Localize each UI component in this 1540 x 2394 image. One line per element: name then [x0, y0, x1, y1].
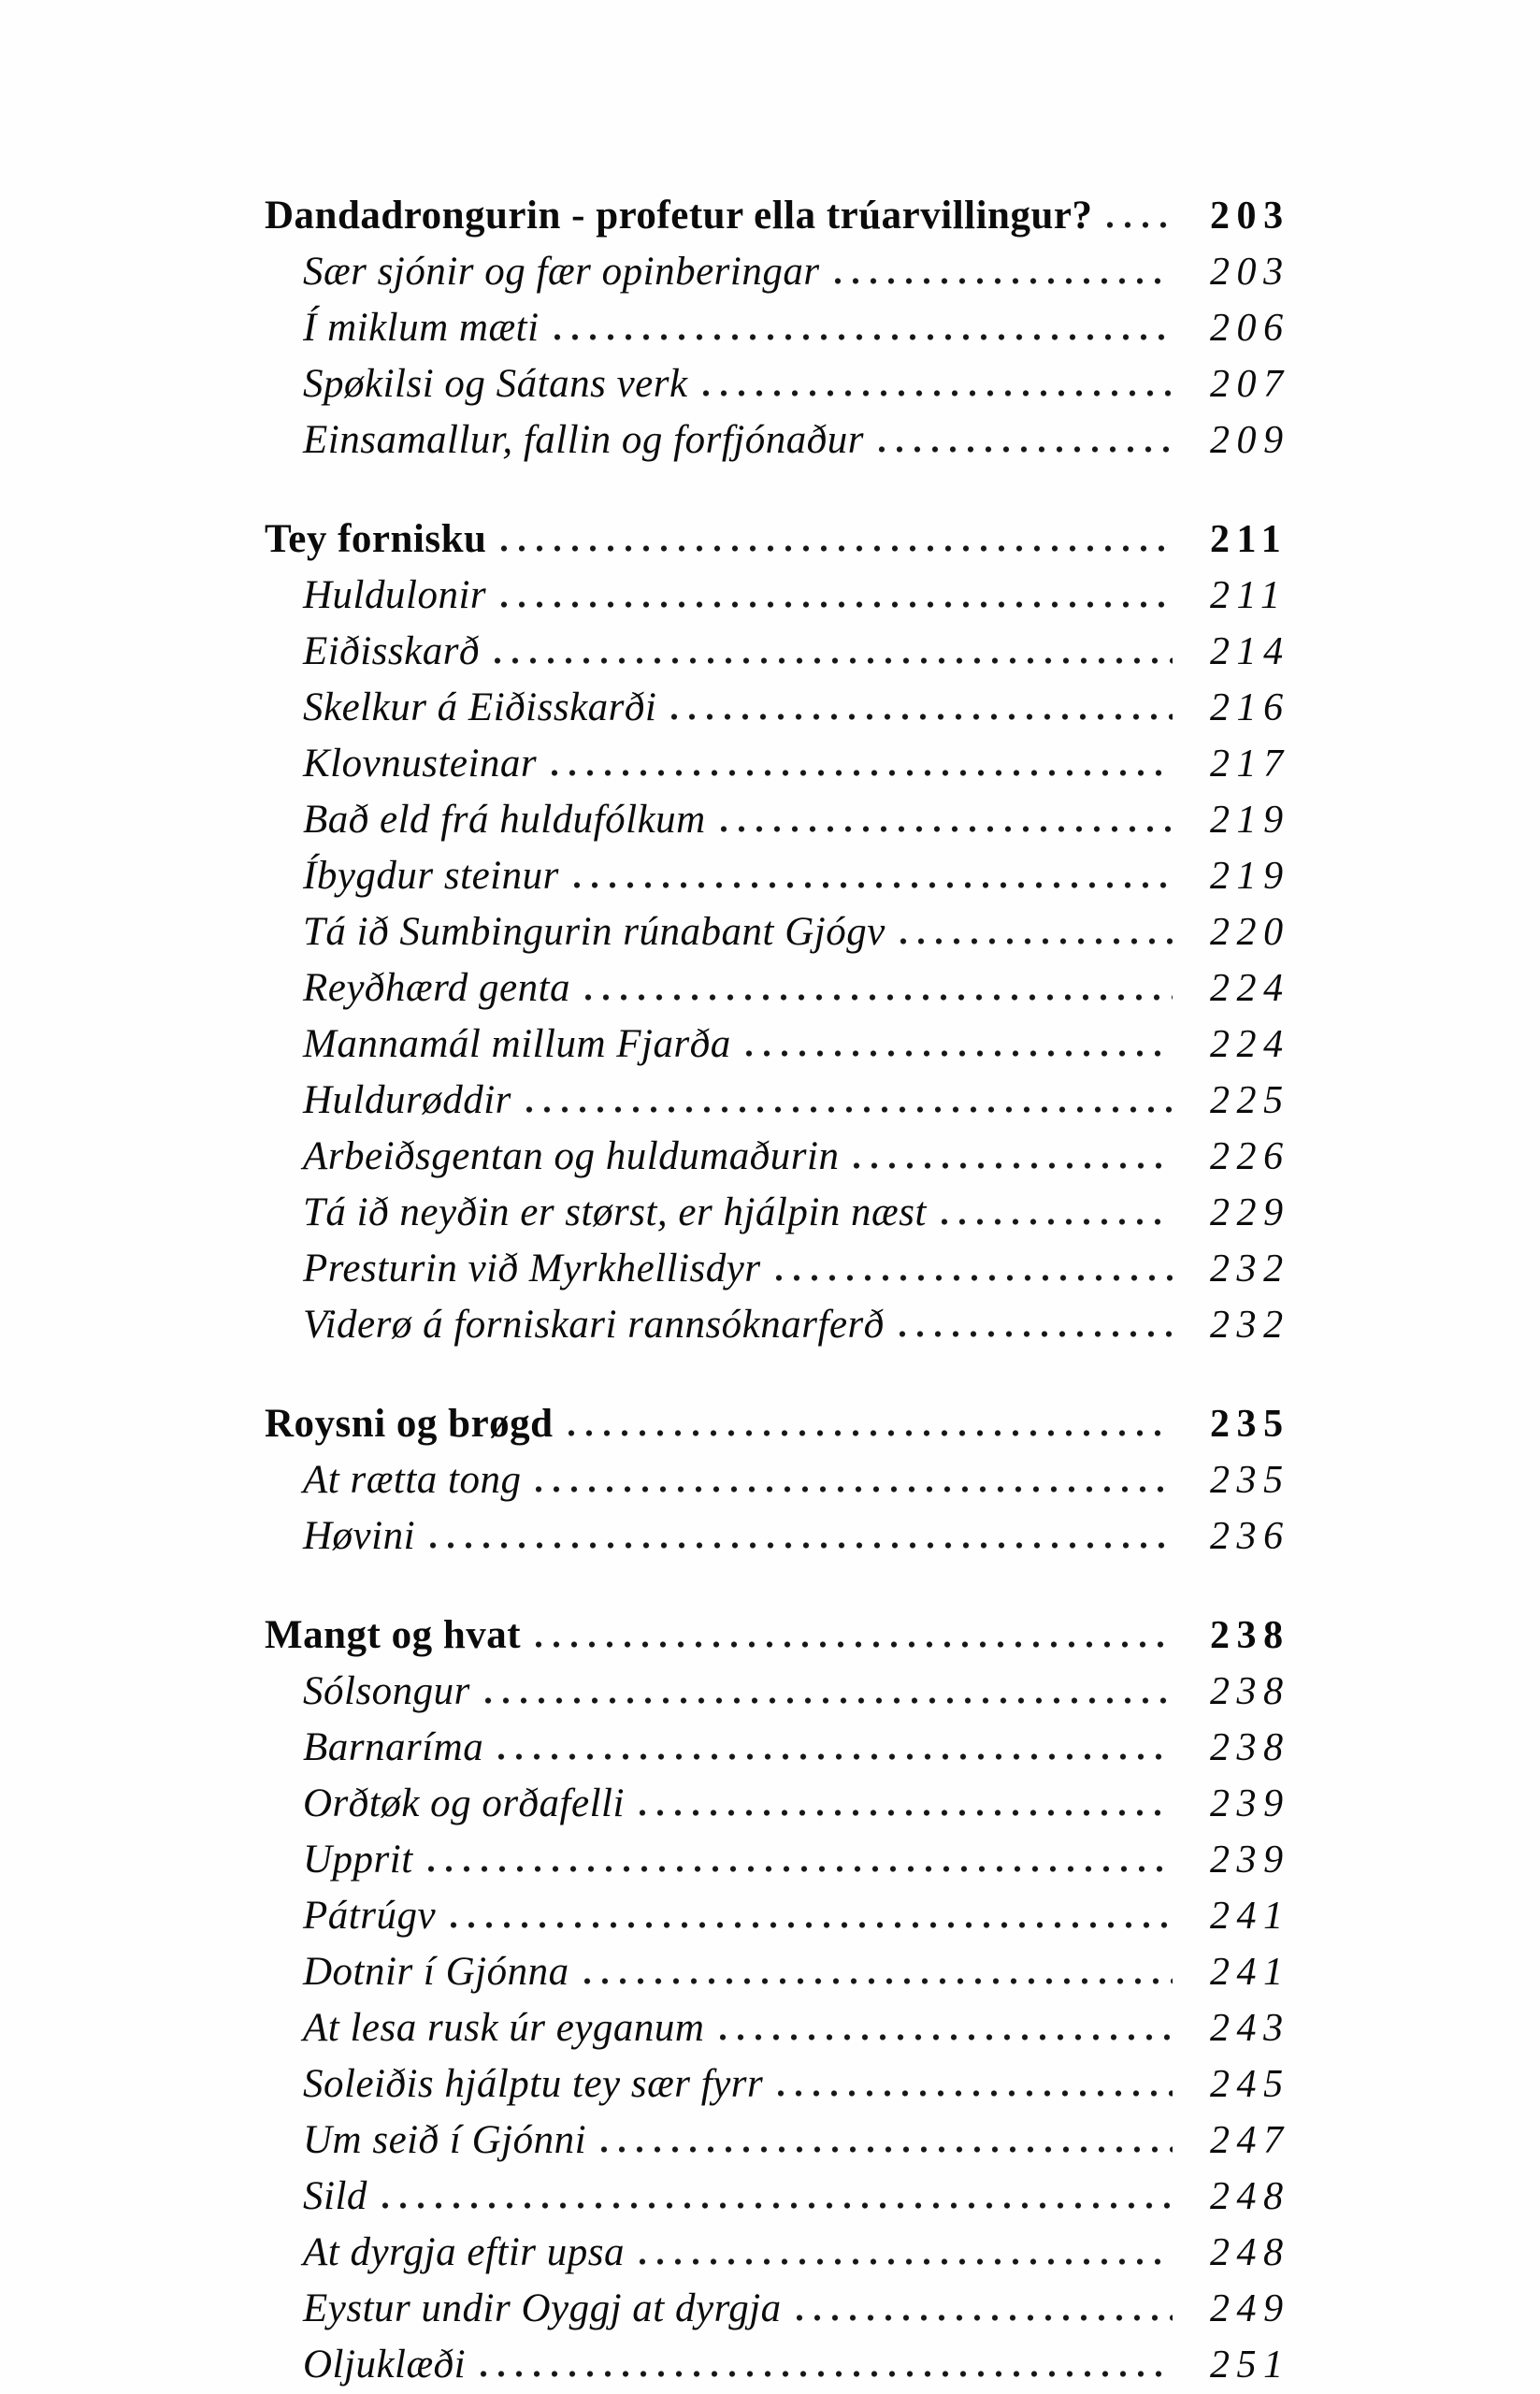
dot-leader — [574, 882, 1173, 888]
toc-entry-row — [265, 237, 1308, 293]
entry-label: Tá ið Sumbingurin rúnabant Gjógv — [303, 909, 885, 954]
toc-entry-row — [265, 2161, 1308, 2217]
entry-label: Tá ið neyðin er størst, er hjálpin næst — [303, 1190, 927, 1234]
table-of-contents — [265, 180, 1308, 2386]
entry-label: Oljuklæði — [303, 2342, 467, 2387]
toc-entry-row — [265, 1656, 1308, 1712]
toc-entry-row — [265, 2105, 1308, 2161]
page-number: 236 — [1210, 1514, 1290, 1558]
dot-leader — [776, 1275, 1173, 1281]
page-number: 216 — [1210, 685, 1290, 729]
section-title: Mangt og hvat — [265, 1612, 522, 1657]
entry-label: Eiðisskarð — [303, 628, 480, 673]
dot-leader — [501, 601, 1173, 608]
dot-leader — [536, 1641, 1173, 1648]
dot-leader — [526, 1106, 1173, 1113]
entry-label: Eystur undir Oyggj at dyrgja — [303, 2286, 782, 2330]
section-title: Roysni og brøgd — [265, 1401, 554, 1446]
entry-label: Orðtøk og orðafelli — [303, 1781, 625, 1825]
toc-entry-row — [265, 672, 1308, 728]
toc-entry-row — [265, 1445, 1308, 1501]
toc-entry-row — [265, 1881, 1308, 1937]
page-number: 211 — [1210, 573, 1288, 617]
dot-leader — [585, 994, 1173, 1001]
toc-entry-row — [265, 1009, 1308, 1065]
section-title-row — [265, 504, 1308, 560]
page-number: 238 — [1210, 1669, 1290, 1713]
page-number: 248 — [1210, 2174, 1290, 2218]
toc-section — [265, 180, 1308, 461]
dot-leader — [835, 278, 1173, 284]
page-number: 239 — [1210, 1781, 1290, 1825]
toc-entry-row — [265, 293, 1308, 349]
dot-leader — [721, 826, 1173, 832]
entry-label: Skelkur á Eiðisskarði — [303, 685, 657, 729]
section-title: Dandadrongurin - profetur ella trúarvillingur? — [265, 193, 1093, 238]
page-number: 209 — [1210, 418, 1290, 462]
entry-label: Spøkilsi og Sátans verk — [303, 361, 688, 406]
dot-leader — [430, 1542, 1173, 1549]
section-title-row — [265, 180, 1308, 237]
dot-leader — [797, 2315, 1173, 2321]
dot-leader — [552, 770, 1173, 776]
page-number: 225 — [1210, 1078, 1290, 1122]
dot-leader — [501, 545, 1173, 552]
dot-leader — [584, 1978, 1173, 1984]
dot-leader — [671, 714, 1173, 720]
toc-entry-row — [265, 1824, 1308, 1881]
toc-entry-row — [265, 1937, 1308, 1993]
entry-label: Huldurøddir — [303, 1077, 511, 1122]
entry-label: At rætta tong — [303, 1457, 522, 1502]
page-number: 235 — [1210, 1402, 1290, 1446]
page-number: 220 — [1210, 910, 1290, 954]
entry-label: Upprit — [303, 1837, 413, 1882]
page-number: 238 — [1210, 1725, 1290, 1769]
dot-leader — [720, 2034, 1173, 2041]
toc-entry-row — [265, 897, 1308, 953]
dot-leader — [900, 938, 1173, 945]
page-number: 248 — [1210, 2230, 1290, 2274]
page-number: 226 — [1210, 1134, 1290, 1178]
toc-section — [265, 504, 1308, 1346]
entry-label: Dotnir í Gjónna — [303, 1949, 569, 1994]
entry-label: Bað eld frá huldufólkum — [303, 797, 706, 842]
dot-leader — [485, 1697, 1173, 1704]
entry-label: Mannamál millum Fjarða — [303, 1021, 731, 1066]
entry-label: Sær sjónir og fær opinberingar — [303, 249, 820, 294]
toc-entry-row — [265, 2329, 1308, 2386]
toc-entry-row — [265, 728, 1308, 785]
dot-leader — [640, 2258, 1173, 2265]
page-number: 211 — [1210, 517, 1288, 561]
page-number: 206 — [1210, 306, 1290, 350]
toc-entry-row — [265, 349, 1308, 405]
dot-leader — [879, 446, 1173, 453]
page-number: 245 — [1210, 2062, 1290, 2106]
entry-label: Soleiðis hjálptu tey sær fyrr — [303, 2061, 764, 2106]
page-number: 232 — [1210, 1303, 1290, 1347]
page-number: 249 — [1210, 2286, 1290, 2330]
entry-label: Sólsongur — [303, 1668, 470, 1713]
entry-label: Barnaríma — [303, 1724, 484, 1769]
dot-leader — [536, 1486, 1173, 1493]
toc-entry-row — [265, 1993, 1308, 2049]
dot-leader — [382, 2202, 1173, 2209]
entry-label: Pátrúgv — [303, 1893, 437, 1938]
entry-label: Presturin við Myrkhellisdyr — [303, 1246, 761, 1291]
page-number: 203 — [1210, 194, 1290, 238]
page-number: 219 — [1210, 854, 1290, 898]
entry-label: At lesa rusk úr eyganum — [303, 2005, 705, 2050]
toc-entry-row — [265, 2217, 1308, 2273]
page-number: 232 — [1210, 1247, 1290, 1291]
page-number: 247 — [1210, 2118, 1290, 2162]
dot-leader — [495, 657, 1173, 664]
toc-entry-row — [265, 1121, 1308, 1177]
dot-leader — [640, 1810, 1173, 1816]
page-number: 238 — [1210, 1613, 1290, 1657]
page-number: 207 — [1210, 362, 1290, 406]
dot-leader — [746, 1050, 1173, 1057]
dot-leader — [900, 1331, 1173, 1337]
entry-label: Um seið í Gjónni — [303, 2117, 587, 2162]
page-number: 241 — [1210, 1894, 1290, 1938]
toc-entry-row — [265, 1501, 1308, 1557]
toc-entry-row — [265, 953, 1308, 1009]
toc-entry-row — [265, 1290, 1308, 1346]
entry-label: Huldulonir — [303, 572, 487, 617]
entry-label: Íbygdur steinur — [303, 853, 559, 898]
toc-entry-row — [265, 1233, 1308, 1290]
page-number: 229 — [1210, 1190, 1290, 1234]
page-number: 243 — [1210, 2006, 1290, 2050]
dot-leader — [942, 1219, 1173, 1225]
dot-leader — [1107, 222, 1173, 228]
entry-label: Viderø á forniskari rannsóknarferð — [303, 1302, 885, 1347]
toc-section — [265, 1600, 1308, 2386]
page-number: 241 — [1210, 1950, 1290, 1994]
entry-label: Í miklum mæti — [303, 305, 540, 350]
dot-leader — [703, 390, 1173, 397]
entry-label: Arbeiðsgentan og huldumaðurin — [303, 1133, 840, 1178]
entry-label: Sild — [303, 2173, 367, 2218]
toc-section — [265, 1389, 1308, 1557]
toc-entry-row — [265, 1065, 1308, 1121]
page-number: 224 — [1210, 1022, 1290, 1066]
page-number: 219 — [1210, 798, 1290, 842]
page-number: 217 — [1210, 742, 1290, 786]
dot-leader — [854, 1162, 1173, 1169]
page-number: 251 — [1210, 2343, 1290, 2387]
entry-label: Høvini — [303, 1513, 416, 1558]
toc-entry-row — [265, 405, 1308, 461]
toc-entry-row — [265, 2049, 1308, 2105]
section-title-row — [265, 1389, 1308, 1445]
section-title: Tey fornisku — [265, 516, 487, 561]
toc-entry-row — [265, 841, 1308, 897]
entry-label: Klovnusteinar — [303, 741, 538, 786]
dot-leader — [554, 334, 1173, 340]
page-number: 224 — [1210, 966, 1290, 1010]
page-number: 235 — [1210, 1458, 1290, 1502]
toc-entry-row — [265, 560, 1308, 616]
toc-entry-row — [265, 1768, 1308, 1824]
page-number: 214 — [1210, 629, 1290, 673]
dot-leader — [778, 2090, 1173, 2097]
page-number: 203 — [1210, 250, 1290, 294]
entry-label: At dyrgja eftir upsa — [303, 2229, 626, 2274]
page-number: 239 — [1210, 1838, 1290, 1882]
toc-entry-row — [265, 1712, 1308, 1768]
dot-leader — [601, 2146, 1173, 2153]
toc-entry-row — [265, 616, 1308, 672]
toc-entry-row — [265, 2273, 1308, 2329]
section-title-row — [265, 1600, 1308, 1656]
toc-entry-row — [265, 785, 1308, 841]
dot-leader — [498, 1753, 1173, 1760]
dot-leader — [451, 1922, 1173, 1928]
entry-label: Reyðhærd genta — [303, 965, 571, 1010]
entry-label: Einsamallur, fallin og forfjónaður — [303, 417, 864, 462]
dot-leader — [428, 1866, 1173, 1872]
dot-leader — [481, 2371, 1173, 2377]
dot-leader — [569, 1430, 1173, 1436]
toc-entry-row — [265, 1177, 1308, 1233]
